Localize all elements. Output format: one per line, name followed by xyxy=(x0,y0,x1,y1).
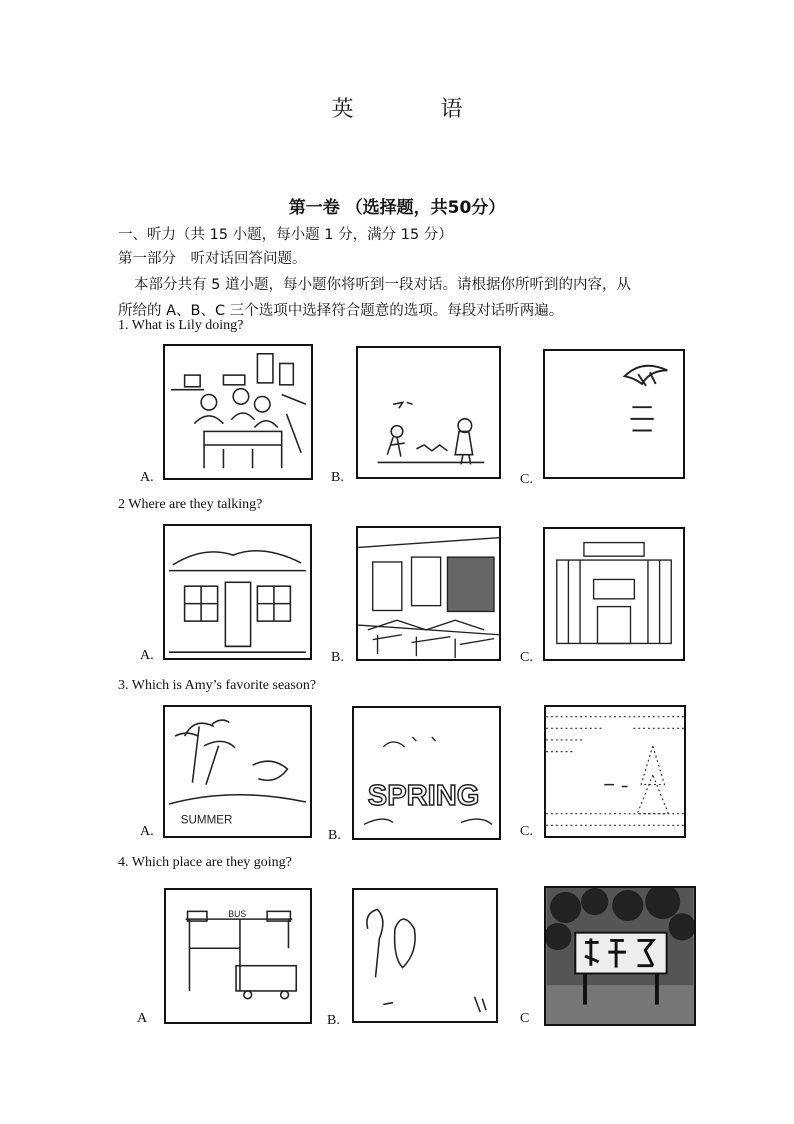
summer-palm-trees-drawing xyxy=(165,707,310,836)
q3-option-c-image xyxy=(544,705,686,838)
q1-option-c-image xyxy=(543,349,685,479)
q2-option-a-label: A. xyxy=(140,648,154,663)
winter-snow-trees-drawing xyxy=(546,707,684,836)
part-heading: 第一卷 （选择题，共50分） xyxy=(288,198,506,218)
people-cooking-drawing xyxy=(165,346,311,478)
question-2-text: 2 Where are they talking? xyxy=(118,497,263,512)
section-heading: 一、听力（共 15 小题，每小题 1 分，满分 15 分） xyxy=(118,227,453,243)
q2-option-c-label: C. xyxy=(520,650,533,665)
q1-option-b-image xyxy=(356,346,501,479)
spring-sign-drawing xyxy=(354,708,499,838)
q2-option-c-image xyxy=(543,527,685,661)
summer-caption: SUMMER xyxy=(180,813,233,827)
q3-option-a-image xyxy=(163,705,312,838)
classroom-drawing xyxy=(358,528,499,659)
park-trees-drawing xyxy=(354,890,496,1021)
q3-option-b-image xyxy=(352,706,501,840)
instruction-line-1: 本部分共有 5 道小题，每小题你将听到一段对话。请根据你所听到的内容，从 xyxy=(134,277,631,293)
q3-option-b-label: B. xyxy=(328,828,341,843)
q1-option-a-image xyxy=(163,344,313,480)
q1-option-c-label: C. xyxy=(520,472,533,487)
exam-title: 英 语 xyxy=(331,97,503,122)
club-sign-photo xyxy=(546,888,694,1024)
question-1-text: 1. What is Lily doing? xyxy=(118,318,244,333)
q2-option-a-image xyxy=(163,524,312,660)
q2-option-b-image xyxy=(356,526,501,661)
building-entrance-drawing xyxy=(545,529,683,659)
q4-option-b-label: B. xyxy=(327,1013,340,1028)
q3-option-a-label: A. xyxy=(140,824,154,839)
subsection-heading: 第一部分 听对话回答问题。 xyxy=(118,251,307,267)
q4-option-a-image xyxy=(164,888,312,1024)
question-4-text: 4. Which place are they going? xyxy=(118,855,292,870)
q1-option-b-label: B. xyxy=(331,470,344,485)
q4-option-a-label: A xyxy=(137,1011,148,1026)
children-playing-drawing xyxy=(358,348,499,477)
house-with-windows-drawing xyxy=(165,526,310,658)
q4-option-c-image xyxy=(544,886,696,1026)
q4-option-b-image xyxy=(352,888,498,1023)
moon-and-lines-drawing xyxy=(545,351,683,477)
bus-caption: BUS xyxy=(228,909,247,920)
q3-option-c-label: C. xyxy=(520,824,533,839)
instruction-line-2: 所给的 A、B、C 三个选项中选择符合题意的选项。每段对话听两遍。 xyxy=(118,303,564,319)
spring-caption: SPRING xyxy=(367,780,480,813)
question-3-text: 3. Which is Amy’s favorite season? xyxy=(118,678,317,693)
bus-stop-drawing xyxy=(166,890,310,1022)
q1-option-a-label: A. xyxy=(140,470,154,485)
q2-option-b-label: B. xyxy=(331,650,344,665)
q4-option-c-label: C xyxy=(520,1011,530,1026)
